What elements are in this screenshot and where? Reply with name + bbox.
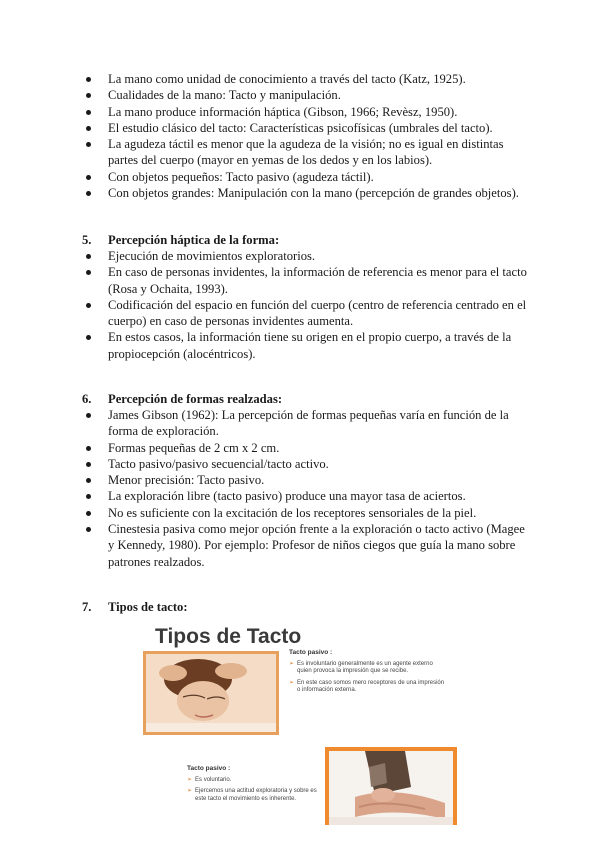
list-item: [0, 104, 600, 120]
list-item: [0, 505, 600, 521]
list-item-text: La exploración libre (tacto pasivo) produce una mayor tasa de aciertos.: [108, 489, 466, 504]
list-item: [0, 120, 600, 136]
list-item-text: La agudeza táctil es menor que la agudeza de la visión; no es igual en distintas partes del cuerpo (mayor en yemas de los dedos y en los labios).: [108, 137, 504, 168]
list-item: [0, 521, 600, 570]
section-7-heading: [82, 599, 188, 615]
section-5-title: Percepción háptica de la forma:: [108, 233, 280, 247]
list-item: [0, 248, 600, 264]
arrow-bullet-icon: ➢: [187, 776, 193, 783]
list-item-text: El estudio clásico del tacto: Características psicofísicas (umbrales del tacto).: [108, 120, 493, 135]
panel-2-bullet: [187, 777, 323, 785]
list-item: [0, 456, 600, 472]
bullet-icon: [86, 446, 91, 451]
list-item-text: La mano como unidad de conocimiento a través del tacto (Katz, 1925).: [108, 72, 466, 86]
head-massage-photo: [143, 651, 279, 735]
list-item-text: Cinestesia pasiva como mejor opción frente a la exploración o tacto activo (Magee y Kennedy, 1980). Por ejemplo: Profesor de niños ciegos que guía la mano sobre patrones realzados.: [108, 522, 525, 569]
section-6-title: Percepción de formas realzadas:: [108, 392, 283, 406]
panel-2-bullet: [187, 788, 323, 803]
list-item: [0, 169, 600, 185]
list-item-text: La mano produce información háptica (Gibson, 1966; Revèsz, 1950).: [108, 104, 458, 119]
bullet-icon: [86, 494, 91, 499]
bullet-icon: [86, 142, 91, 147]
list-item-text: Menor precisión: Tacto pasivo.: [108, 473, 265, 488]
head-massage-illustration: [143, 651, 279, 735]
panel-2-bullet-text: Es voluntario.: [195, 776, 232, 783]
arrow-bullet-icon: ➢: [289, 660, 295, 667]
panel-1-bullet: [289, 680, 449, 695]
list-item-text: En caso de personas invidentes, la información de referencia es menor para el tacto (Rosa y Ochaita, 1993).: [108, 265, 527, 296]
list-item: [0, 87, 600, 103]
panel-1-heading: Tacto pasivo :: [289, 649, 333, 656]
bullet-icon: [86, 527, 91, 532]
bullet-icon: [86, 462, 91, 467]
bullet-icon: [86, 191, 91, 196]
panel-1-bullet-text: Es involuntario generalmente es un agente externo quien provoca la impresión que se recibe.: [297, 660, 433, 674]
list-item-text: En estos casos, la información tiene su origen en el propio cuerpo, a través de la propiocepción (alocéntricos).: [108, 330, 512, 361]
bullet-icon: [86, 270, 91, 275]
list-item: [0, 407, 600, 440]
bullet-icon: [86, 303, 91, 308]
list-item-text: Con objetos pequeños: Tacto pasivo (agudeza táctil).: [108, 169, 374, 184]
panel-2-bullet-text: Ejercemos una actitud exploratoria y sobre es este tacto el movimiento es inherente.: [195, 788, 317, 802]
list-item: [0, 185, 600, 201]
list-item: [0, 472, 600, 488]
list-item: [0, 264, 600, 297]
arrow-bullet-icon: ➢: [187, 788, 193, 794]
list-item: [0, 136, 600, 169]
bullet-icon: [86, 511, 91, 516]
list-item-text: No es suficiente con la excitación de los receptores sensoriales de la piel.: [108, 505, 477, 520]
section-6-heading: [82, 391, 282, 407]
bullet-icon: [86, 478, 91, 483]
list-item: [0, 329, 600, 362]
bullet-icon: [86, 175, 91, 180]
section-5-list: [0, 248, 600, 362]
intro-bullet-list: [0, 71, 600, 201]
list-item-text: Con objetos grandes: Manipulación con la mano (percepción de grandes objetos).: [108, 186, 519, 201]
list-item: [0, 71, 600, 87]
list-item: [0, 488, 600, 504]
panel-1-text: [289, 649, 449, 699]
list-item-text: Ejecución de movimientos exploratorios.: [108, 249, 316, 263]
panel-2-heading: Tacto pasivo :: [187, 765, 231, 772]
bullet-icon: [86, 93, 91, 98]
arrow-bullet-icon: ➢: [289, 679, 295, 686]
bullet-icon: [86, 254, 91, 259]
section-7-title: Tipos de tacto:: [108, 600, 188, 614]
section-6-number: 6.: [82, 392, 92, 406]
list-item-text: Formas pequeñas de 2 cm x 2 cm.: [108, 440, 280, 455]
bullet-icon: [86, 335, 91, 340]
list-item-text: Cualidades de la mano: Tacto y manipulación.: [108, 88, 341, 103]
section-5-number: 5.: [82, 233, 92, 247]
panel-2-text: [187, 765, 323, 807]
leg-touch-photo: [325, 747, 457, 825]
bullet-icon: [86, 110, 91, 115]
list-item-text: James Gibson (1962): La percepción de formas pequeñas varía en función de la forma de exploración.: [108, 408, 509, 439]
figure-title: Tipos de Tacto: [155, 625, 302, 648]
list-item: [0, 440, 600, 456]
bullet-icon: [86, 77, 91, 82]
section-5-heading: [82, 232, 279, 248]
bullet-icon: [86, 413, 91, 418]
list-item: [0, 297, 600, 330]
list-item-text: Tacto pasivo/pasivo secuencial/tacto activo.: [108, 456, 329, 471]
panel-1-bullet: [289, 661, 449, 676]
section-7-number: 7.: [82, 600, 92, 614]
list-item-text: Codificación del espacio en función del cuerpo (centro de referencia centrado en el cuerpo) en caso de personas invidentes aumenta.: [108, 297, 527, 329]
panel-1-bullet-text: En este caso somos mero receptores de una impresión o información externa.: [297, 679, 445, 693]
tipos-de-tacto-figure: [143, 625, 457, 825]
bullet-icon: [86, 126, 91, 131]
leg-touch-illustration: [325, 747, 457, 825]
section-6-list: [0, 407, 600, 570]
